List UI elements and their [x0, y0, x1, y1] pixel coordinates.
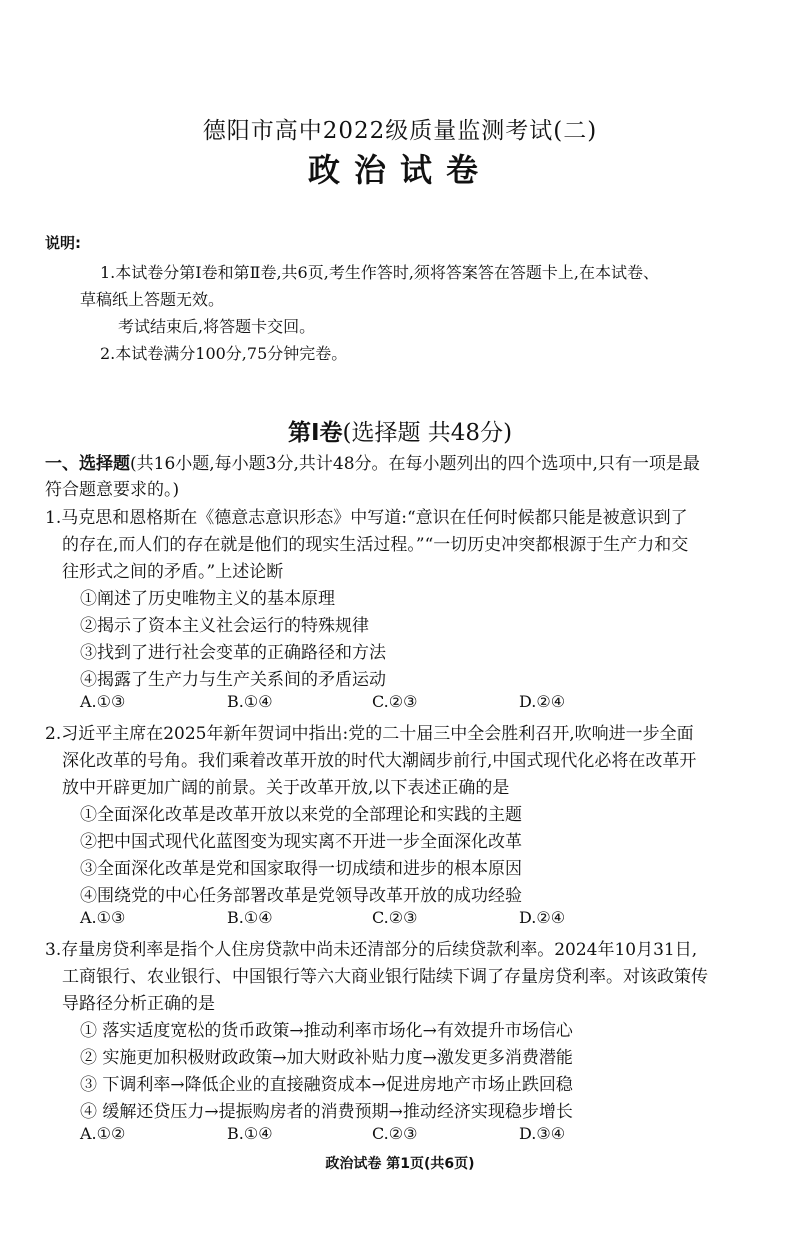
statement: ③全面深化改革是党和国家取得一切成绩和进步的根本原因: [80, 859, 522, 879]
question-line: 深化改革的号角。我们乘着改革开放的时代大潮阔步前行,中国式现代化必将在改革开: [62, 751, 697, 771]
statement: ③ 下调利率→降低企业的直接融资成本→促进房地产市场止跌回稳: [80, 1075, 573, 1095]
question-line: 导路径分析正确的是: [62, 994, 215, 1014]
part-desc-cont: 符合题意要求的。): [45, 480, 180, 500]
question-line: 往形式之间的矛盾。”上述论断: [62, 562, 284, 582]
statement: ④围绕党的中心任务部署改革是党领导改革开放的成功经验: [80, 886, 522, 906]
option-d: D.②④: [519, 908, 566, 927]
exam-title: 德阳市高中2022级质量监测考试(二): [202, 118, 598, 144]
option-a: A.①③: [80, 692, 126, 711]
statement: ①全面深化改革是改革开放以来党的全部理论和实践的主题: [80, 805, 522, 825]
statement: ②揭示了资本主义社会运行的特殊规律: [80, 616, 369, 636]
statement: ②把中国式现代化蓝图变为现实离不开进一步全面深化改革: [80, 832, 522, 852]
statement: ④ 缓解还贷压力→提振购房者的消费预期→推动经济实现稳步增长: [80, 1102, 573, 1122]
question-line: 放中开辟更加广阔的前景。关于改革开放,以下表述正确的是: [62, 778, 510, 798]
option-b: B.①④: [227, 692, 273, 711]
question-line: 工商银行、农业银行、中国银行等六大商业银行陆续下调了存量房贷利率。对该政策传: [62, 967, 708, 987]
option-c: C.②③: [372, 1124, 418, 1143]
option-b: B.①④: [227, 1124, 273, 1143]
section-title-rest: (选择题 共48分): [342, 420, 513, 446]
option-d: D.③④: [519, 1124, 566, 1143]
option-b: B.①④: [227, 908, 273, 927]
subject-title: 政治试卷: [307, 151, 492, 189]
option-d: D.②④: [519, 692, 566, 711]
statement: ③找到了进行社会变革的正确路径和方法: [80, 643, 386, 663]
part-label: 一、选择题: [45, 454, 130, 474]
option-c: C.②③: [372, 908, 418, 927]
part-heading: [45, 449, 700, 474]
question-line: 3.存量房贷利率是指个人住房贷款中尚未还清部分的后续贷款利率。2024年10月31日,: [45, 940, 698, 960]
option-a: A.①②: [80, 1124, 126, 1143]
option-a: A.①③: [80, 908, 126, 927]
instructions-label: 说明:: [45, 234, 81, 252]
statement: ④揭露了生产力与生产关系间的矛盾运动: [80, 670, 386, 690]
page-footer: 政治试卷 第1页(共6页): [325, 1156, 475, 1172]
instruction-line: 2.本试卷满分100分,75分钟完卷。: [100, 344, 348, 363]
question-line: 2.习近平主席在2025年新年贺词中指出:党的二十届三中全会胜利召开,吹响进一步全面: [45, 724, 694, 744]
section-title-bold: 第Ⅰ卷: [287, 420, 343, 446]
section-title: [0, 414, 800, 447]
instruction-line: 考试结束后,将答题卡交回。: [118, 317, 316, 336]
statement: ① 落实适度宽松的货币政策→推动利率市场化→有效提升市场信心: [80, 1021, 573, 1041]
question-line: 的存在,而人们的存在就是他们的现实生活过程。”“一切历史冲突都根源于生产力和交: [62, 535, 689, 555]
statement: ①阐述了历史唯物主义的基本原理: [80, 589, 335, 609]
instruction-line: 草稿纸上答题无效。: [80, 290, 225, 309]
statement: ② 实施更加积极财政政策→加大财政补贴力度→激发更多消费潜能: [80, 1048, 573, 1068]
option-c: C.②③: [372, 692, 418, 711]
question-line: 1.马克思和恩格斯在《德意志意识形态》中写道:“意识在任何时候都只能是被意识到了: [45, 508, 688, 528]
instruction-line: 1.本试卷分第Ⅰ卷和第Ⅱ卷,共6页,考生作答时,须将答案答在答题卡上,在本试卷、: [100, 263, 659, 282]
part-desc: (共16小题,每小题3分,共计48分。在每小题列出的四个选项中,只有一项是最: [130, 454, 700, 474]
